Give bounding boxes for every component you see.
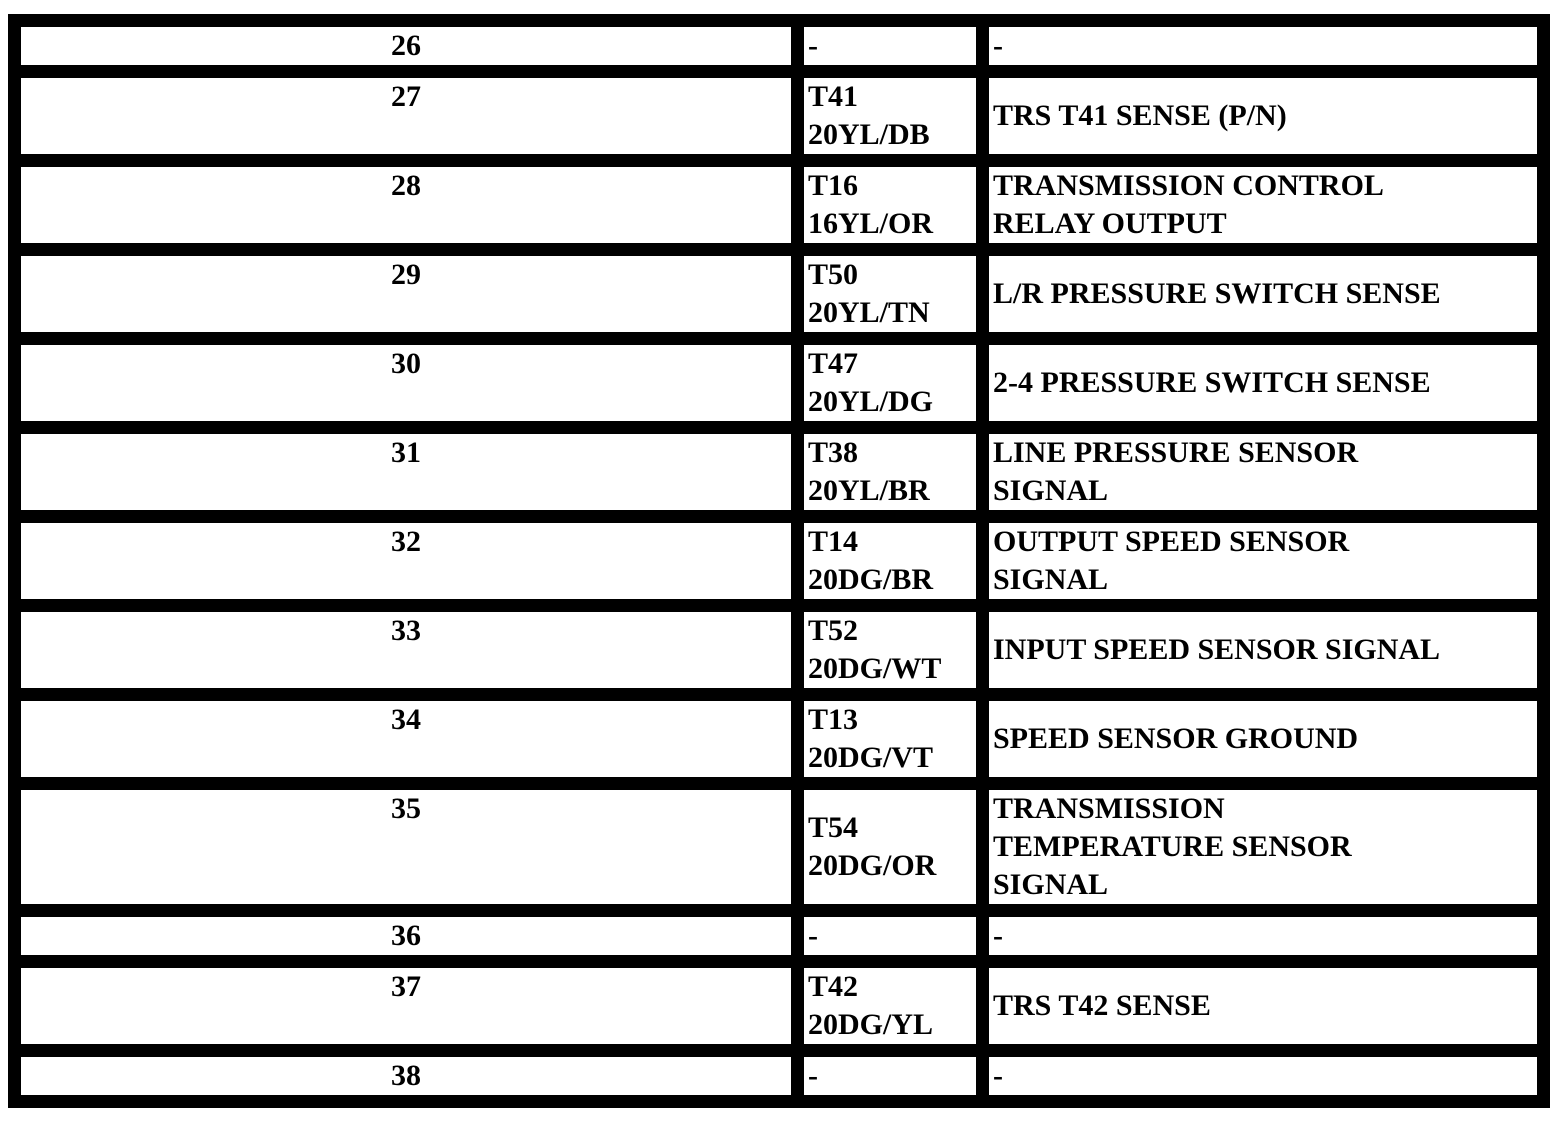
circuit-cell — [800, 786, 980, 908]
function-line: 2-4 PRESSURE SWITCH SENSE — [993, 366, 1431, 399]
cavity-number: 35 — [17, 786, 795, 908]
table-row — [17, 964, 1541, 1048]
function-line: TRANSMISSION — [993, 792, 1225, 825]
function-cell — [985, 786, 1541, 908]
function-cell — [985, 74, 1541, 158]
function-cell — [985, 519, 1541, 603]
circuit-line: T47 — [808, 347, 859, 380]
cavity-number: 37 — [17, 964, 795, 1048]
circuit-line: T38 — [808, 436, 859, 469]
function-line: TRS T42 SENSE — [993, 989, 1211, 1022]
cavity-number: 38 — [17, 1053, 795, 1099]
function-cell — [985, 697, 1541, 781]
circuit-cell — [800, 697, 980, 781]
table-row — [17, 913, 1541, 959]
table-row — [17, 697, 1541, 781]
function-line: OUTPUT SPEED SENSOR — [993, 525, 1350, 558]
function-line: SIGNAL — [993, 563, 1109, 596]
connector-pinout-table — [8, 14, 1550, 1108]
circuit-line: 20DG/BR — [808, 563, 934, 596]
circuit-cell — [800, 1053, 980, 1099]
function-line: LINE PRESSURE SENSOR — [993, 436, 1359, 469]
circuit-line: T54 — [808, 811, 859, 844]
circuit-line: 20DG/WT — [808, 652, 942, 685]
function-cell — [985, 23, 1541, 69]
circuit-line: T13 — [808, 703, 859, 736]
function-line: TRS T41 SENSE (P/N) — [993, 99, 1287, 132]
circuit-line: 20YL/BR — [808, 474, 930, 507]
circuit-line: T50 — [808, 258, 859, 291]
cavity-number: 29 — [17, 252, 795, 336]
circuit-line: 20YL/DG — [808, 385, 934, 418]
circuit-cell — [800, 430, 980, 514]
cavity-number: 32 — [17, 519, 795, 603]
circuit-line: - — [808, 919, 818, 952]
table-row — [17, 74, 1541, 158]
function-cell — [985, 964, 1541, 1048]
cavity-number: 31 — [17, 430, 795, 514]
cavity-number: 26 — [17, 23, 795, 69]
circuit-cell — [800, 608, 980, 692]
function-line: SIGNAL — [993, 868, 1109, 901]
circuit-line: T42 — [808, 970, 859, 1003]
function-cell — [985, 163, 1541, 247]
circuit-line: 20YL/DB — [808, 118, 930, 151]
circuit-line: 20DG/OR — [808, 849, 937, 882]
table-row — [17, 23, 1541, 69]
circuit-line: T52 — [808, 614, 859, 647]
function-line: TRANSMISSION CONTROL — [993, 169, 1384, 202]
circuit-line: - — [808, 29, 818, 62]
function-cell — [985, 913, 1541, 959]
function-cell — [985, 608, 1541, 692]
table-row — [17, 430, 1541, 514]
function-line: TEMPERATURE SENSOR — [993, 830, 1352, 863]
function-cell — [985, 341, 1541, 425]
circuit-cell — [800, 74, 980, 158]
function-line: - — [993, 919, 1003, 952]
circuit-cell — [800, 341, 980, 425]
function-line: RELAY OUTPUT — [993, 207, 1227, 240]
circuit-cell — [800, 252, 980, 336]
circuit-line: - — [808, 1059, 818, 1092]
function-line: - — [993, 1059, 1003, 1092]
function-line: - — [993, 29, 1003, 62]
circuit-line: 16YL/OR — [808, 207, 934, 240]
circuit-line: T14 — [808, 525, 859, 558]
circuit-cell — [800, 23, 980, 69]
table-row — [17, 252, 1541, 336]
circuit-line: 20YL/TN — [808, 296, 930, 329]
circuit-cell — [800, 163, 980, 247]
circuit-line: T41 — [808, 80, 859, 113]
circuit-line: T16 — [808, 169, 859, 202]
cavity-number: 36 — [17, 913, 795, 959]
cavity-number: 33 — [17, 608, 795, 692]
circuit-cell — [800, 964, 980, 1048]
circuit-line: 20DG/VT — [808, 741, 934, 774]
cavity-number: 30 — [17, 341, 795, 425]
function-line: SPEED SENSOR GROUND — [993, 722, 1359, 755]
table-body — [17, 23, 1541, 1099]
function-cell — [985, 430, 1541, 514]
table-row — [17, 786, 1541, 908]
function-line: INPUT SPEED SENSOR SIGNAL — [993, 633, 1441, 666]
function-cell — [985, 1053, 1541, 1099]
function-cell — [985, 252, 1541, 336]
function-line: SIGNAL — [993, 474, 1109, 507]
cavity-number: 28 — [17, 163, 795, 247]
table-row — [17, 1053, 1541, 1099]
circuit-cell — [800, 519, 980, 603]
table-row — [17, 163, 1541, 247]
cavity-number: 27 — [17, 74, 795, 158]
circuit-cell — [800, 913, 980, 959]
circuit-line: 20DG/YL — [808, 1008, 934, 1041]
cavity-number: 34 — [17, 697, 795, 781]
table-row — [17, 519, 1541, 603]
table-row — [17, 608, 1541, 692]
table-row — [17, 341, 1541, 425]
function-line: L/R PRESSURE SWITCH SENSE — [993, 277, 1441, 310]
